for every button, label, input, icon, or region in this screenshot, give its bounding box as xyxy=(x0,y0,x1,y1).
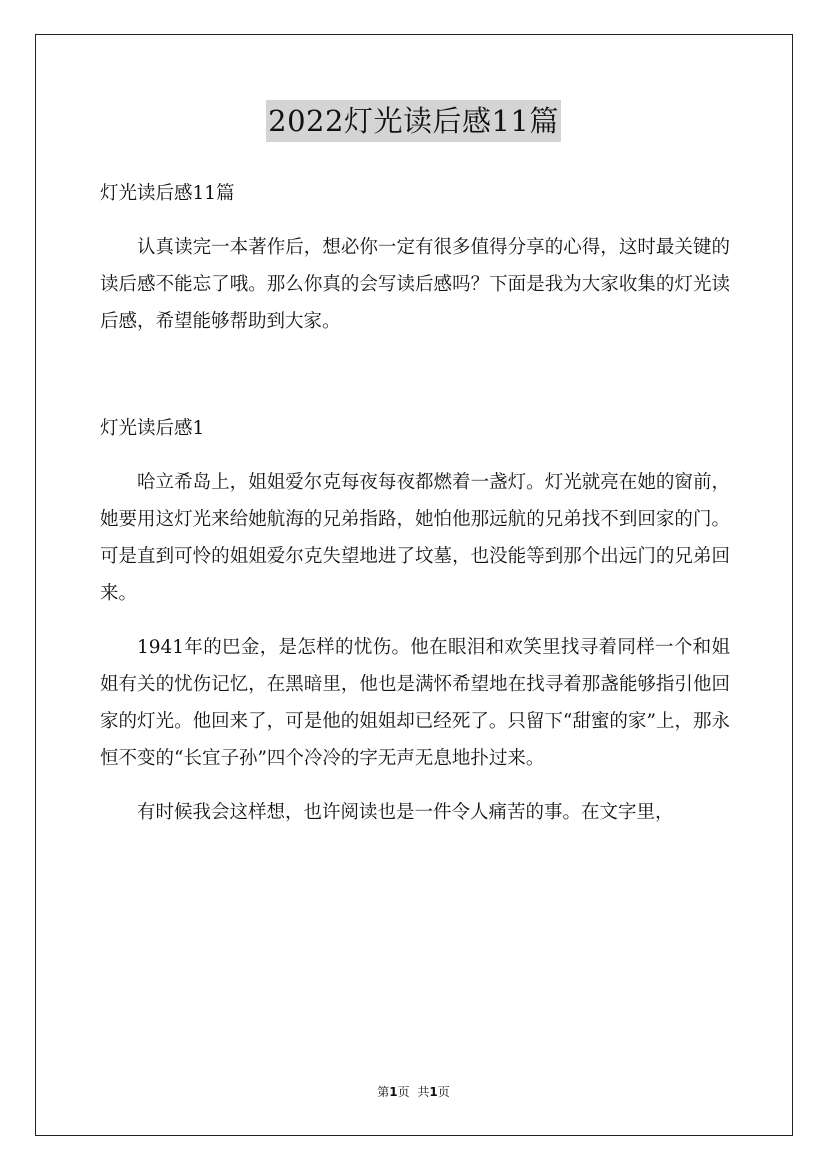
spacer xyxy=(100,777,730,794)
page-footer xyxy=(0,1084,827,1100)
footer-total-pages: 1 xyxy=(429,1085,438,1099)
spacer xyxy=(100,447,730,464)
spacer xyxy=(100,612,730,629)
body-paragraph-2: 1941年的巴金，是怎样的忧伤。他在眼泪和欢笑里找寻着同样一个和姐姐有关的忧伤记忆，在黑暗里，他也是满怀希望地在找寻着那盏能够指引他回家的灯光。他回来了，可是他的姐姐却已经死了。只留下“甜蜜的家”上，那永恒不变的“长宜子孙”四个冷冷的字无声无息地扑过来。 xyxy=(100,637,730,769)
spacer xyxy=(100,340,730,410)
footer-page-suffix: 页 xyxy=(397,1085,410,1099)
title-container xyxy=(0,100,827,142)
intro-paragraph: 认真读完一本著作后，想必你一定有很多值得分享的心得，这时最关键的读后感不能忘了哦。那么你真的会写读后感吗？下面是我为大家收集的灯光读后感，希望能够帮助到大家。 xyxy=(100,237,730,332)
section-heading: 灯光读后感1 xyxy=(100,418,205,439)
document-title: 2022灯光读后感11篇 xyxy=(266,100,561,142)
body-paragraph-1: 哈立希岛上，姐姐爱尔克每夜每夜都燃着一盏灯。灯光就亮在她的窗前，她要用这灯光来给她航海的兄弟指路，她怕他那远航的兄弟找不到回家的门。可是直到可怜的姐姐爱尔克失望地进了坟墓，也没能等到那个出远门的兄弟回来。 xyxy=(100,472,730,604)
document-subtitle: 灯光读后感11篇 xyxy=(100,183,235,204)
footer-total-prefix: 共 xyxy=(417,1085,430,1099)
body-paragraph-3: 有时候我会这样想，也许阅读也是一件令人痛苦的事。在文字里， xyxy=(137,802,674,823)
footer-page-number: 1 xyxy=(389,1085,398,1099)
footer-total-suffix: 页 xyxy=(437,1085,450,1099)
footer-prefix: 第 xyxy=(377,1085,390,1099)
spacer xyxy=(100,212,730,229)
document-body xyxy=(100,175,730,831)
